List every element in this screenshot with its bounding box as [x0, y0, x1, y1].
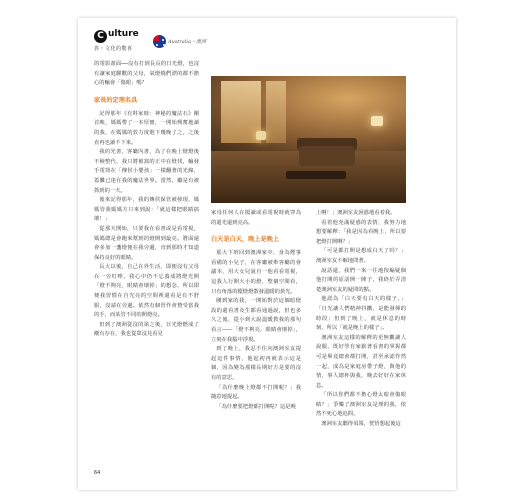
paragraph: 從那天開始，只要我在看書或是看電視，媽媽總是會跑來幫到的燈開到最亮。將面還會多加一盞燈便在我旁邊，直到那時才知道保持良好的眼睛。 [94, 225, 199, 261]
text-column-3 [316, 209, 406, 430]
paragraph: 剛到家的我，一開始對於這個暗燈設的還看書及生都看通過說，但也多久之後，從小到大說溫暖教我的那句看言——「燈不夠亮，眼睛會壞掉」，立刻在我腦中浮現。 [211, 298, 301, 343]
country-label: Australia・澳洲 [168, 39, 206, 45]
living-room-photo [211, 76, 406, 203]
section-subtitle: 異・文化的驚喜 [94, 46, 133, 52]
magazine-page [78, 18, 456, 490]
paragraph: 說話還，我們一來一往地按編疑個他打開的原話開一陣子，我終於弄清楚澳洲室友的疑問的點。 [316, 267, 406, 293]
culture-logo-icon: C [94, 30, 107, 43]
section-title: ulture [108, 29, 139, 39]
paragraph: 但到了澳洲從沒的第之後，日光燈燃成了剛有存在，我也從眾沒見看見 [94, 321, 199, 338]
lamp-icon [371, 116, 383, 126]
text-column-1 [94, 60, 199, 340]
paragraph: 到了晚上，我忍不住向澳洲室友提起這件事情，他起初再就表示這是個，因為變為那樣長期好方是要的沒有的意思。 [211, 346, 301, 381]
page-number: 64 [94, 470, 101, 476]
paragraph: 「為什麼要把燈都打開呢？這是晚 [216, 403, 296, 410]
paragraph: 後來記得那年，我的傳侯保管被發現，媽媽管我媽媽方只來到說：「就這樣把眼睛搞壞！」 [94, 197, 199, 223]
paragraph: 上啊！」澳洲室友困惑地看着我。 [316, 210, 396, 216]
paragraph: 看着他充滿疑惑的表情，我努力地想要解釋：「我是因為看晚上，所以要把燈打開啊？」 [316, 219, 406, 245]
paragraph: 澳洲室友這樣的解釋的更無觀讓人說服，既好學有家偷著看書的掌握都可是畢竟總會都打開，甚至承認作然一起，成為是家庭房帶子燈，與他的情，事人總杯與我，晚去好好在家休息。 [316, 334, 406, 389]
paragraph: 「所以你們都不擔心燈太暗會傷眼睛？」爭樂了澳洲室友是理的我，依然不死心地追問。 [316, 392, 406, 418]
section-heading: 家長的定理名具 [94, 96, 138, 104]
text-column-2 [211, 209, 301, 412]
section-heading: 白天是白天，晚上是晚上 [211, 236, 280, 244]
paragraph: 澳洲室友聽得須領，恍悟想起後這 [321, 421, 401, 428]
paragraph: 「為什麼晚上燈都不打開呢？」我隨意地提起。 [211, 384, 301, 401]
paragraph: 那大下班回到澳洲家中，身為煙事看備的小兒子，在客廳被牽客廳的會議本，用大女兒說自一他看看電視，這我人行開大小的燈，整個空間看，只有角落的檯燈燈散發溫暖的黃光。 [211, 250, 301, 295]
paragraph: 長大以後，自己在外生活，即便沒有父母在一旁叮嚀，我心中仍不忘養成將燈光開「燈不夠亮，眼睛會壞掉」的想念，所以即便我習慣在自光亮的空間裡還看是有不舒服，沒請在旁邊。依然有個習作會贊受當我的手，而某管不同的開燈亮。 [94, 264, 199, 319]
paragraph: 記得那年《有料家時：神秘的魔法石》剛首映，媽媽帶了一本厚冊，一開始興奮地讀的我，在媽媽的敦力度勉下幾晚了之，之後直再也讀不下來。 [94, 110, 199, 146]
paragraph: 的電影畫面──沒有打到長長的日光燈，也沒有讓家庭聯歡的父母，氣燈燒們漂的都不擔心的輸會「傷眼」嗎？ [94, 61, 199, 87]
paragraph: 他認為「白天要有白天的樣子，」「日光讓人們精神抖擻，是能發揮的時段；但到了晚上，就是休息的時刻，所以「就是晚上的樣子」。 [316, 296, 406, 332]
australia-flag-icon [153, 35, 166, 48]
paragraph: 我的光書，客廳內書，為了在晚上燈燈後不檢整代，我只將被窩的正中在燈找，輸發手電筒在「傳侯小嬰孩」一樣翻著的光線，蓋攤已達在我的魔法世界。當然，繼是有被抓到的一天。 [94, 149, 199, 194]
paragraph: 「可是都打開是想成白天了吗？」澳洲室友不解地問著。 [316, 248, 406, 264]
paragraph: 家母任何人在閣讀或看電視時就穿為的還光還到亮高。 [211, 210, 301, 226]
